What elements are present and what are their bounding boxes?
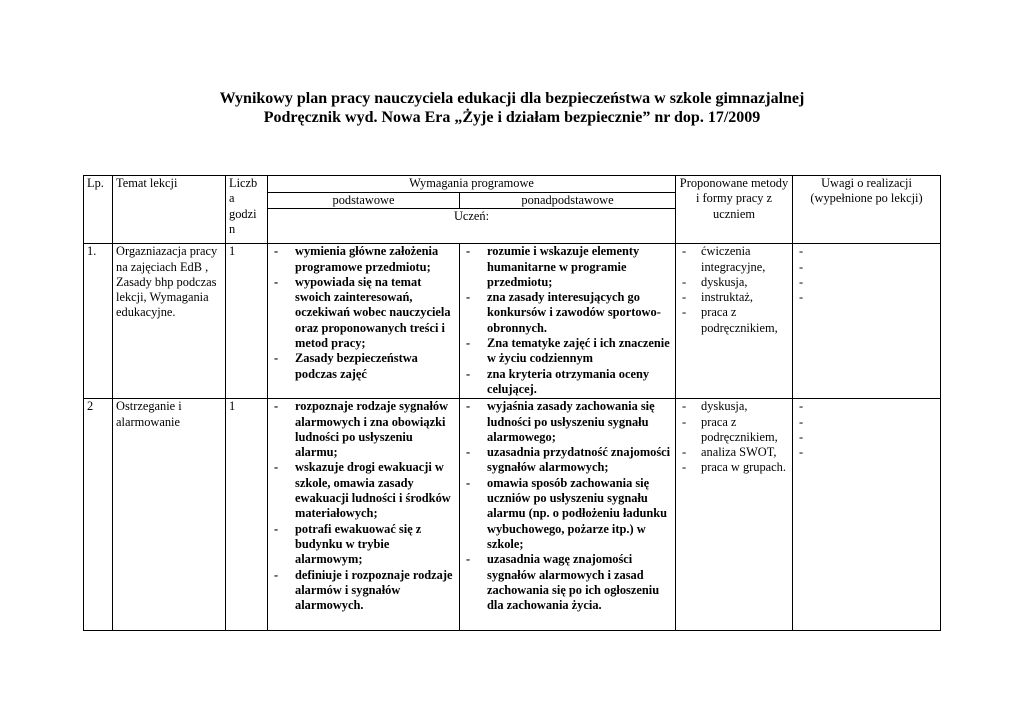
row-methods bbox=[676, 244, 793, 399]
row-extended-requirements bbox=[460, 399, 676, 631]
list-item: - wskazuje drogi ewakuacji w szkole, omawia zasady ewakuacji ludności i środków materiałowych; bbox=[271, 460, 456, 521]
row-methods-list bbox=[679, 399, 789, 475]
row-extended-requirements-list bbox=[463, 244, 672, 397]
header-hours bbox=[226, 176, 268, 244]
row-remarks bbox=[793, 399, 941, 631]
list-item: - praca z podręcznikiem, bbox=[679, 305, 789, 336]
list-item: - zna zasady interesujących go konkursów i zawodów sportowo-obronnych. bbox=[463, 290, 672, 336]
list-item: - uzasadnia przydatność znajomości sygnałów alarmowych; bbox=[463, 445, 672, 476]
header-extended: ponadpodstawowe bbox=[460, 193, 676, 209]
row-remarks-list bbox=[796, 244, 937, 305]
lesson-plan-table bbox=[83, 175, 941, 631]
list-item: - wyjaśnia zasady zachowania się ludności po usłyszeniu sygnału alarmowego; bbox=[463, 399, 672, 445]
header-hours-line: godzi bbox=[229, 206, 257, 221]
list-item: - analiza SWOT, bbox=[679, 445, 789, 460]
header-requirements: Wymagania programowe bbox=[268, 176, 676, 193]
list-item bbox=[796, 445, 937, 460]
list-item: - wypowiada się na temat swoich zainteresowań, oczekiwań wobec nauczyciela oraz proponowanych treści i metod pracy; bbox=[271, 275, 456, 351]
row-methods bbox=[676, 399, 793, 631]
row-basic-requirements-list bbox=[271, 399, 456, 613]
list-item: - definiuje i rozpoznaje rodzaje alarmów i sygnałów alarmowych. bbox=[271, 568, 456, 614]
header-lp: Lp. bbox=[84, 176, 113, 244]
list-item: - dyskusja, bbox=[679, 275, 789, 290]
row-extended-requirements bbox=[460, 244, 676, 399]
row-methods-list bbox=[679, 244, 789, 336]
list-item: - dyskusja, bbox=[679, 399, 789, 414]
list-item: - praca z podręcznikiem, bbox=[679, 415, 789, 446]
row-hours: 1 bbox=[226, 244, 268, 399]
list-item: - praca w grupach. bbox=[679, 460, 789, 475]
list-item: - Zasady bezpieczeństwa podczas zajęć bbox=[271, 351, 456, 382]
list-item: - rozumie i wskazuje elementy humanitarne w programie przedmiotu; bbox=[463, 244, 672, 290]
header-student: Uczeń: bbox=[268, 209, 676, 244]
title-line-1: Wynikowy plan pracy nauczyciela edukacji dla bezpieczeństwa w szkole gimnazjalnej bbox=[219, 90, 805, 107]
document-title bbox=[0, 89, 1024, 127]
row-hours: 1 bbox=[226, 399, 268, 631]
row-topic: Orgazniazacja pracy na zajęciach EdB , Zasady bhp podczas lekcji, Wymagania edukacyjne. bbox=[113, 244, 226, 399]
header-hours-line: a bbox=[229, 191, 235, 206]
row-basic-requirements bbox=[268, 399, 460, 631]
list-item: - rozpoznaje rodzaje sygnałów alarmowych i zna obowiązki ludności po usłyszeniu alarmu; bbox=[271, 399, 456, 460]
list-item: - instruktaż, bbox=[679, 290, 789, 305]
header-basic: podstawowe bbox=[268, 193, 460, 209]
list-item: - ćwiczenia integracyjne, bbox=[679, 244, 789, 275]
list-item bbox=[796, 244, 937, 259]
list-item bbox=[796, 430, 937, 445]
list-item: - zna kryteria otrzymania oceny celującej. bbox=[463, 367, 672, 398]
row-basic-requirements-list bbox=[271, 244, 456, 382]
row-remarks-list bbox=[796, 399, 937, 460]
list-item: - wymienia główne założenia programowe przedmiotu; bbox=[271, 244, 456, 275]
list-item: - potrafi ewakuować się z budynku w trybie alarmowym; bbox=[271, 522, 456, 568]
list-item bbox=[796, 399, 937, 414]
title-line-2: Podręcznik wyd. Nowa Era „Żyje i działam bezpiecznie” nr dop. 17/2009 bbox=[263, 109, 761, 126]
row-lp: 2 bbox=[84, 399, 113, 631]
row-basic-requirements bbox=[268, 244, 460, 399]
header-methods: Proponowane metody i formy pracy z uczniem bbox=[676, 176, 793, 244]
header-hours-line: Liczb bbox=[229, 176, 258, 190]
header-hours-line: n bbox=[229, 221, 236, 236]
table-row bbox=[84, 399, 941, 631]
list-item bbox=[796, 260, 937, 275]
list-item: - uzasadnia wagę znajomości sygnałów alarmowych i zasad zachowania się po ich ogłoszeniu dla zachowania życia. bbox=[463, 552, 672, 613]
row-lp: 1. bbox=[84, 244, 113, 399]
table-row bbox=[84, 244, 941, 399]
row-topic: Ostrzeganie i alarmowanie bbox=[113, 399, 226, 631]
header-topic: Temat lekcji bbox=[113, 176, 226, 244]
header-remarks: Uwagi o realizacji (wypełnione po lekcji) bbox=[793, 176, 941, 244]
list-item: - omawia sposób zachowania się uczniów po usłyszeniu sygnału alarmu (np. o podłożeniu ładunku wybuchowego, pożarze itp.) w szkole; bbox=[463, 476, 672, 552]
list-item: - Zna tematyke zajęć i ich znaczenie w życiu codziennym bbox=[463, 336, 672, 367]
list-item bbox=[796, 275, 937, 290]
row-remarks bbox=[793, 244, 941, 399]
row-extended-requirements-list bbox=[463, 399, 672, 613]
list-item bbox=[796, 290, 937, 305]
list-item bbox=[796, 415, 937, 430]
